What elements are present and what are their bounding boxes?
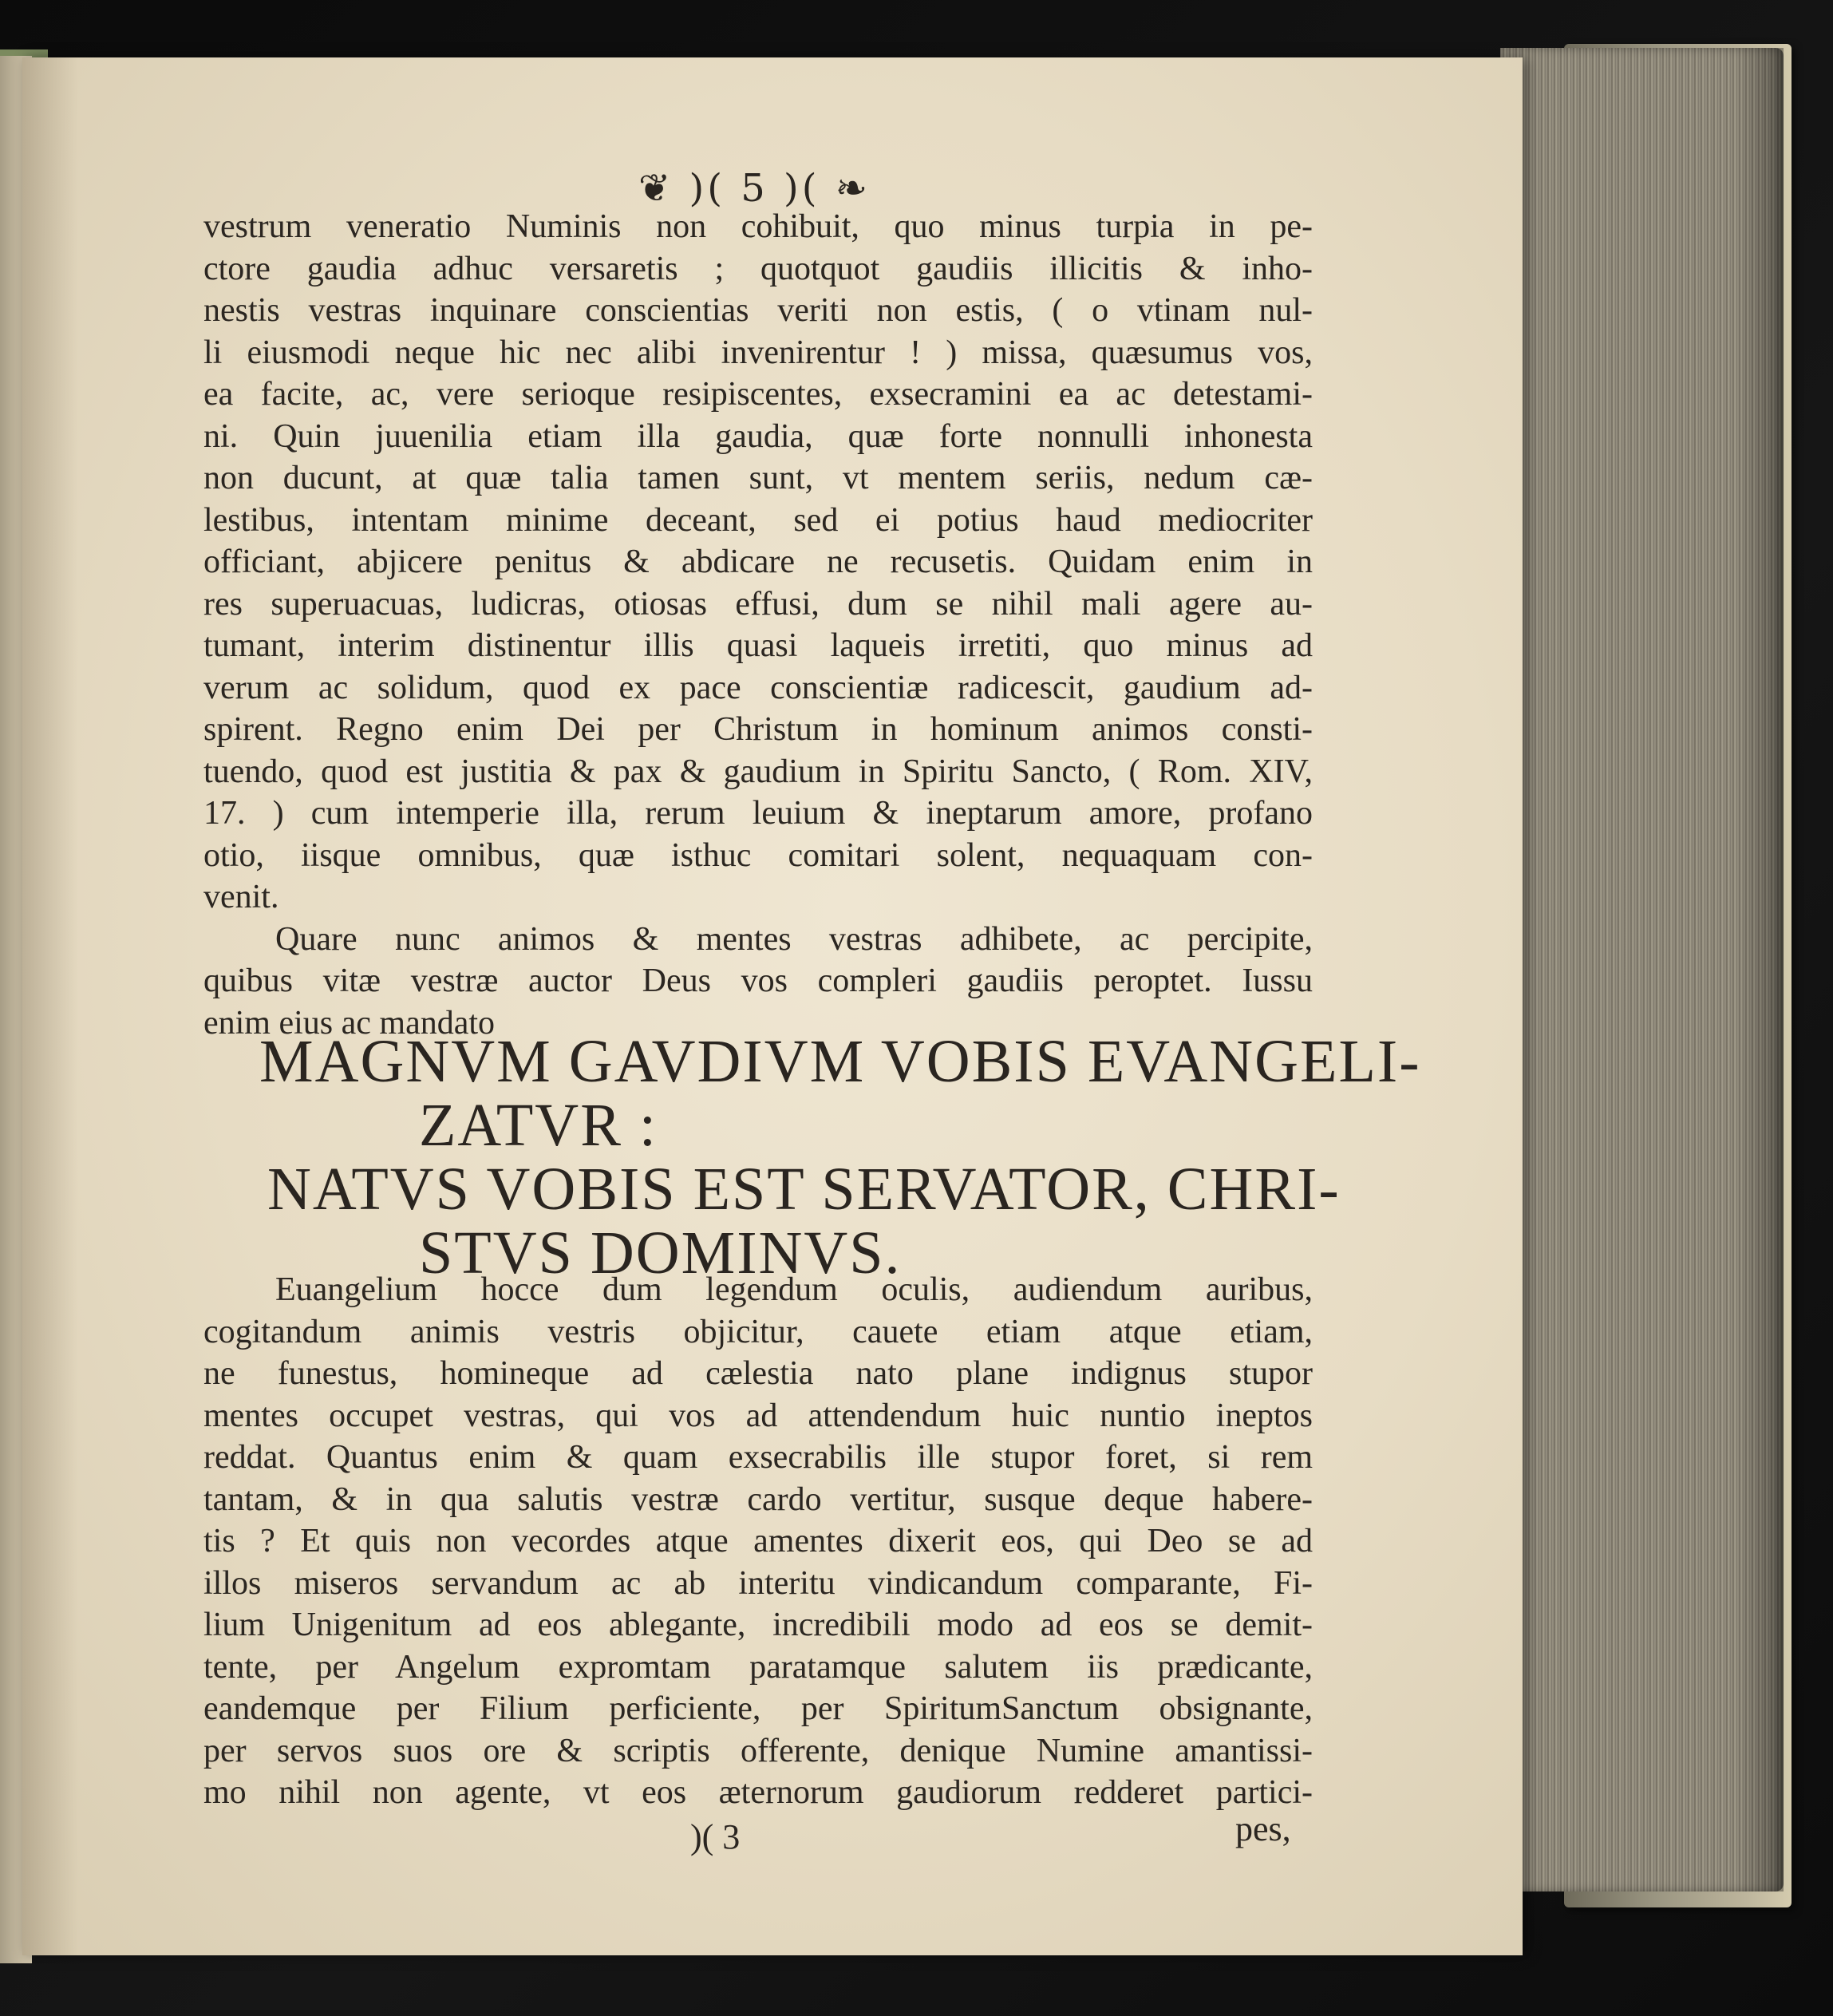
text-line: venit. [203,879,279,915]
text-line: mo nihil non agente, vt eos æternorum gaudiorum redderet partici- [203,1774,1313,1811]
body-text-upper [203,206,1313,1044]
text-line: enim eius ac mandato [203,1004,496,1042]
text-line: res superuacuas, ludicras, otiosas effusi, dum se nihil mali agere au- [203,585,1313,623]
announcement-heading [203,1028,1421,1287]
heading-line: ZATVR : [419,1092,658,1159]
text-line: illos miseros servandum ac ab interitu vindicandum comparante, Fi- [203,1564,1313,1602]
text-line: 17. ) cum intemperie illa, rerum leuium & ineptarum amore, profano [203,795,1313,832]
page-block-edges [1500,48,1784,1891]
text-line: cogitandum animis vestris objicitur, cauete etiam atque etiam, [203,1313,1313,1350]
text-line: spirent. Regno enim Dei per Christum in hominum animos consti- [203,711,1313,748]
text-line: tantam, & in qua salutis vestræ cardo vertitur, susque deque habere- [203,1480,1313,1518]
text-line: vestrum veneratio Numinis non cohibuit, quo minus turpia in pe- [203,208,1313,245]
text-line: ne funestus, homineque ad cælestia nato plane indignus stupor [203,1355,1313,1392]
catchword: pes, [1235,1809,1291,1848]
text-line: ni. Quin juuenilia etiam illa gaudia, quæ forte nonnulli inhonesta [203,417,1313,455]
text-line: Quare nunc animos & mentes vestras adhibete, ac percipite, [275,920,1313,958]
text-line: Euangelium hocce dum legendum oculis, audiendum auribus, [275,1271,1313,1308]
text-line: nestis vestras inquinare conscientias veriti non estis, ( o vtinam nul- [203,292,1313,329]
signature-mark: )( 3 [690,1817,741,1856]
text-line: mentes occupet vestras, qui vos ad attendendum huic nuntio ineptos [203,1397,1313,1434]
heading-line: MAGNVM GAVDIVM VOBIS EVANGELI- [259,1028,1421,1095]
text-line: verum ac solidum, quod ex pace conscientiæ radicescit, gaudium ad- [203,669,1313,706]
text-line: non ducunt, at quæ talia tamen sunt, vt mentem seriis, nedum cæ- [203,460,1313,496]
text-line: otio, iisque omnibus, quæ isthuc comitari solent, nequaquam con- [203,836,1313,874]
text-line: lestibus, intentam minime deceant, sed ei potius haud mediocriter [203,501,1313,539]
text-line: eandemque per Filium perficiente, per SpiritumSanctum obsignante, [203,1690,1313,1727]
heading-line: STVS DOMINVS. [419,1219,902,1287]
heading-line: NATVS VOBIS EST SERVATOR, CHRI- [267,1156,1341,1223]
text-line: officiant, abjicere penitus & abdicare ne recusetis. Quidam enim in [203,544,1313,580]
text-line: reddat. Quantus enim & quam exsecrabilis ille stupor foret, si rem [203,1439,1313,1476]
text-line: tis ? Et quis non vecordes atque amentes dixerit eos, qui Deo se ad [203,1523,1313,1559]
text-line: lium Unigenitum ad eos ablegante, incredibili modo ad eos se demit- [203,1607,1313,1643]
text-line: quibus vitæ vestræ auctor Deus vos compleri gaudiis peroptet. Iussu [203,963,1313,999]
text-line: tumant, interim distinentur illis quasi laqueis irretiti, quo minus ad [203,627,1313,664]
text-line: li eiusmodi neque hic nec alibi invenirentur ! ) missa, quæsumus vos, [203,334,1313,371]
text-line: per servos suos ore & scriptis offerente, denique Numine amantissi- [203,1732,1313,1769]
text-line: ctore gaudia adhuc versaretis ; quotquot gaudiis illicitis & inho- [203,250,1313,287]
text-line: ea facite, ac, vere serioque resipiscentes, exsecramini ea ac detestami- [203,376,1313,413]
body-text-lower [203,1269,1313,1814]
text-line: tuendo, quod est justitia & pax & gaudium in Spiritu Sancto, ( Rom. XIV, [203,753,1313,790]
page-header: ❦ )( 5 )( ❧ [638,166,871,211]
text-line: tente, per Angelum expromtam paratamque salutem iis prædicante, [203,1648,1313,1686]
